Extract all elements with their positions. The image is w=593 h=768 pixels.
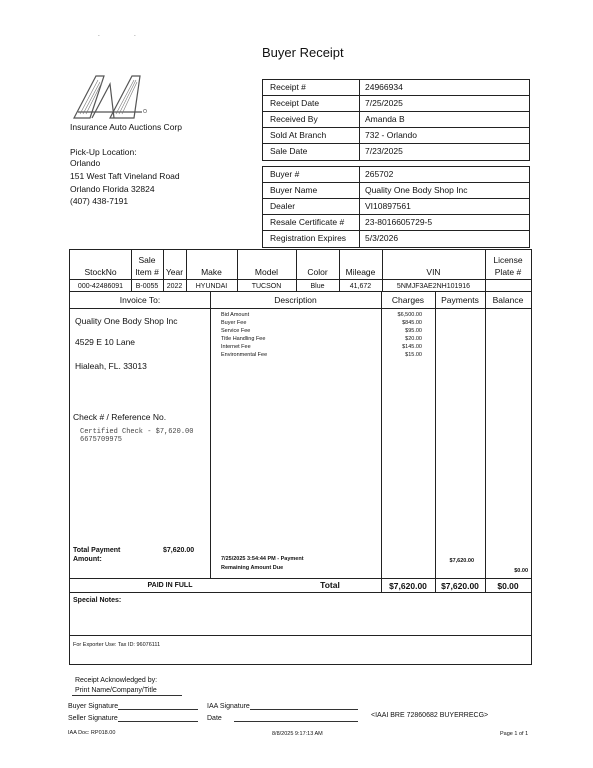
- line-item-charge: $15.00: [405, 352, 422, 358]
- remaining-balance: $0.00: [514, 568, 528, 574]
- receipt-info-row: [263, 96, 529, 112]
- info-value: Amanda B: [365, 114, 405, 124]
- buyer-signature-label: Buyer Signature: [68, 703, 119, 710]
- total-charges: $7,620.00: [389, 581, 427, 591]
- buyer-info-row: [263, 231, 529, 247]
- special-notes-label: Special Notes:: [73, 597, 122, 604]
- vehicle-make: HYUNDAI: [195, 283, 228, 290]
- header-sale-item: Item #: [135, 267, 159, 277]
- payment-line: 7/25/2025 3:54:44 PM - Payment: [221, 556, 304, 562]
- info-label: Receipt Date: [263, 96, 360, 111]
- buyer-signature-line[interactable]: [118, 709, 198, 710]
- line-item-description: Environmental Fee: [221, 352, 268, 358]
- total-payments: $7,620.00: [441, 581, 479, 591]
- total-payment-value: $7,620.00: [163, 547, 195, 554]
- pickup-line: Orlando: [70, 158, 101, 168]
- header-sale-item: Sale: [138, 255, 156, 265]
- receipt-info-row: [263, 128, 529, 144]
- total-label: Total: [320, 580, 340, 590]
- line-item-description: Bid Amount: [221, 312, 250, 318]
- header-payments: Payments: [441, 295, 479, 305]
- check-line: 6675709975: [80, 436, 123, 444]
- info-value: VI10897561: [365, 201, 411, 211]
- total-payment-label: Total Payment: [73, 547, 121, 554]
- line-item-description: Title Handling Fee: [221, 336, 266, 342]
- buyer-info-row: [263, 167, 529, 183]
- line-item-description: Service Fee: [221, 328, 251, 334]
- doc-code: IAA Doc: RP018.00: [68, 730, 116, 736]
- company-name: Insurance Auto Auctions Corp: [70, 122, 182, 132]
- header-color: Color: [307, 267, 328, 277]
- buyer-info-row: [263, 183, 529, 199]
- total-payment-label: Amount:: [73, 556, 102, 563]
- iaa-signature-line[interactable]: [250, 709, 358, 710]
- receipt-info-row: [263, 144, 529, 160]
- info-label: Resale Certificate #: [263, 215, 360, 230]
- vehicle-color: Blue: [310, 283, 325, 290]
- info-label: Dealer: [263, 199, 360, 214]
- info-value: Quality One Body Shop Inc: [365, 185, 468, 195]
- invoice-to-line: Quality One Body Shop Inc: [75, 316, 178, 326]
- pickup-line: 151 West Taft Vineland Road: [70, 171, 180, 181]
- special-notes-box: [69, 592, 532, 665]
- line-item-charge: $845.00: [402, 320, 422, 326]
- info-value: 732 - Orlando: [365, 130, 417, 140]
- header-vin: VIN: [426, 267, 441, 277]
- info-label: Buyer #: [263, 167, 360, 182]
- pickup-label: Pick-Up Location:: [70, 147, 137, 157]
- info-value: 5/3/2026: [365, 233, 399, 243]
- vehicle-vin: 5NMJF3AE2NH101916: [396, 283, 471, 290]
- seller-signature-line[interactable]: [118, 721, 198, 722]
- vehicle-model: TUCSON: [251, 283, 282, 290]
- line-item-charge: $95.00: [405, 328, 422, 334]
- vehicle-sale-item: B-0055: [135, 283, 159, 290]
- print-name-label: Print Name/Company/Title: [75, 687, 157, 694]
- pickup-line: Orlando Florida 32824: [70, 184, 155, 194]
- info-label: Registration Expires: [263, 231, 360, 247]
- buyer-info-row: [263, 215, 529, 231]
- paid-status: PAID IN FULL: [147, 582, 193, 589]
- header-description: Description: [274, 295, 317, 305]
- vehicle-year: 2022: [166, 283, 183, 290]
- info-label: Receipt #: [263, 80, 360, 95]
- info-label: Buyer Name: [263, 183, 360, 198]
- date-line[interactable]: [234, 721, 358, 722]
- info-value: 7/25/2025: [365, 98, 403, 108]
- info-label: Sold At Branch: [263, 128, 360, 143]
- header-charges: Charges: [391, 295, 425, 305]
- check-label: Check # / Reference No.: [73, 412, 167, 422]
- info-value: 23-8016605729-5: [365, 217, 433, 227]
- header-plate: License: [493, 255, 523, 265]
- iaa-logo: [70, 74, 150, 120]
- header-model: Model: [254, 267, 279, 277]
- seller-signature-label: Seller Signature: [68, 715, 118, 722]
- payment-amount: $7,620.00: [449, 558, 474, 564]
- barcode-text: <IAAI BRE 72860682 BUYERRECG>: [371, 712, 489, 719]
- invoice-table: [69, 249, 532, 593]
- date-label: Date: [207, 715, 222, 722]
- info-value: 265702: [365, 169, 394, 179]
- check-line: Certified Check - $7,620.00: [80, 428, 194, 436]
- invoice-to-line: 4529 E 10 Lane: [75, 337, 136, 347]
- header-mileage: Mileage: [345, 267, 376, 277]
- receipt-info-row: [263, 80, 529, 96]
- buyer-info-table: [262, 166, 530, 248]
- receipt-info-row: [263, 112, 529, 128]
- line-item-charge: $20.00: [405, 336, 422, 342]
- line-item-description: Internet Fee: [221, 344, 251, 350]
- print-timestamp: 8/8/2025 9:17:13 AM: [272, 731, 323, 737]
- page-number: Page 1 of 1: [500, 731, 529, 737]
- vehicle-mileage: 41,672: [349, 283, 372, 290]
- line-item-charge: $145.00: [402, 344, 422, 350]
- header-stock: StockNo: [84, 267, 117, 277]
- header-plate: Plate #: [494, 267, 522, 277]
- vehicle-stock: 000-42486091: [77, 283, 124, 290]
- header-year: Year: [165, 267, 184, 277]
- header-balance: Balance: [492, 295, 524, 305]
- header-make: Make: [201, 267, 222, 277]
- ack-label: Receipt Acknowledged by:: [75, 677, 158, 684]
- receipt-info-table: [262, 79, 530, 161]
- line-item-description: Buyer Fee: [221, 320, 247, 326]
- info-label: Received By: [263, 112, 360, 127]
- payment-line: Remaining Amount Due: [221, 565, 284, 571]
- info-value: 7/23/2025: [365, 146, 403, 156]
- line-item-charge: $6,500.00: [397, 312, 422, 318]
- page-title: Buyer Receipt: [262, 45, 344, 60]
- header-invoice-to: Invoice To:: [119, 295, 161, 305]
- info-value: 24966934: [365, 82, 403, 92]
- buyer-info-row: [263, 199, 529, 215]
- info-label: Sale Date: [263, 144, 360, 160]
- exporter-text: For Exporter Use: Tax ID: 96076111: [73, 642, 161, 648]
- invoice-to-line: Hialeah, FL. 33013: [75, 361, 147, 371]
- iaa-signature-label: IAA Signature: [207, 703, 250, 710]
- pickup-line: (407) 438-7191: [70, 196, 129, 206]
- total-balance: $0.00: [497, 581, 519, 591]
